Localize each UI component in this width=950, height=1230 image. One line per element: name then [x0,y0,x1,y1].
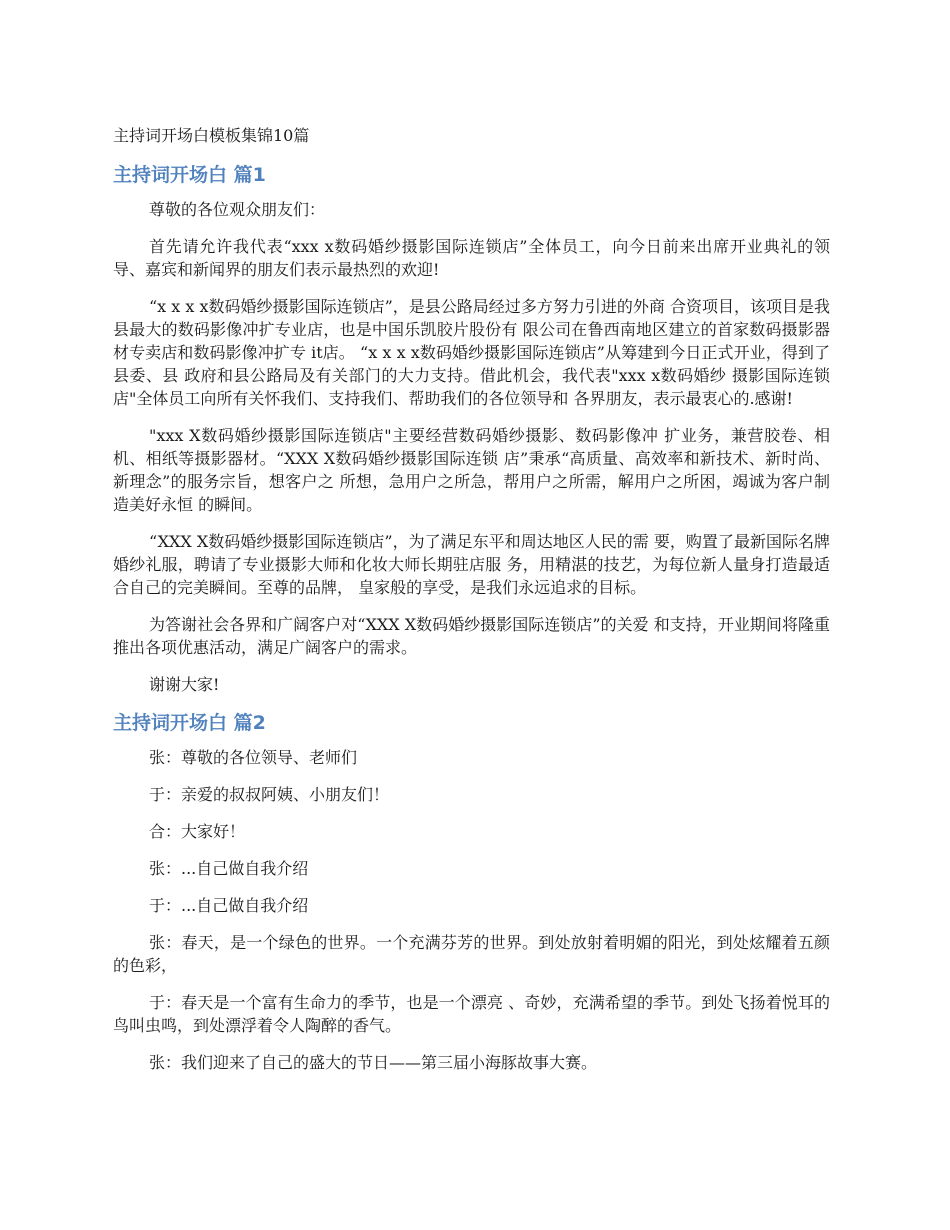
document-title: 主持词开场白模板集锦10篇 [113,126,310,145]
paragraph: 于：...自己做自我介绍 [149,896,309,915]
paragraph: 合：大家好！ [149,822,246,841]
paragraph: 张：...自己做自我介绍 [149,859,309,878]
paragraph: 张：我们迎来了自己的盛大的节日——第三届小海豚故事大赛。 [149,1053,598,1072]
paragraph: 张：尊敬的各位领导、老师们 [149,748,358,767]
paragraph: 于：春天是一个富有生命力的季节，也是一个漂亮 、奇妙，充满希望的季节。到处飞扬着悦耳的鸟叫虫鸣，到处漂浮着令人陶醉的香气。 [113,993,830,1035]
section-heading: 主持词开场白 篇2 [113,712,266,734]
paragraph: 谢谢大家! [149,675,220,694]
section-heading: 主持词开场白 篇1 [113,164,266,186]
paragraph: 尊敬的各位观众朋友们： [149,200,326,219]
section-1 [113,162,830,696]
paragraph: 张：春天，是一个绿色的世界。一个充满芬芳的世界。到处放射着明媚的阳光，到处炫耀着五颜的色彩， [113,933,830,975]
section-2 [113,710,830,1074]
paragraph: 为答谢社会各界和广阔客户对“XXX X数码婚纱摄影国际连锁店”的关爱 和支持，开业期间将隆重推出各项优惠活动，满足广阔客户的需求。 [113,615,830,657]
paragraph: 首先请允许我代表“xxx x数码婚纱摄影国际连锁店”全体员工，向今日前来出席开业典礼的领导、嘉宾和新闻界的朋友们表示最热烈的欢迎! [113,237,830,279]
paragraph: “x x x x数码婚纱摄影国际连锁店”，是县公路局经过多方努力引进的外商 合资项目，该项目是我县最大的数码影像冲扩专业店，也是中国乐凯胶片股份有 限公司在鲁西南地区建立的首家数码摄影器材专卖店和数码影像冲扩专 it店。 “x x x x数码婚纱摄影国际连锁店”从筹建到今日正式开业，得到了县委、县 政府和县公路局及有关部门的大力支持。借此机会，我代表"xxx x数码婚纱 摄影国际连锁店"全体员工向所有关怀我们、支持我们、帮助我们的各位领导和 各界朋友，表示最衷心的.感谢! [113,297,830,408]
paragraph: "xxx X数码婚纱摄影国际连锁店"主要经营数码婚纱摄影、数码影像冲 扩业务，兼营胶卷、相机、相纸等摄影器材。“XXX X数码婚纱摄影国际连锁 店”秉承“高质量、高效率和新技术、新时尚、新理念”的服务宗旨，想客户之 所想，急用户之所急，帮用户之所需，解用户之所困，竭诚为客户制造美好永恒 的瞬间。 [113,426,830,514]
paragraph: 于：亲爱的叔叔阿姨、小朋友们！ [149,785,390,804]
paragraph: “XXX X数码婚纱摄影国际连锁店”，为了满足东平和周达地区人民的需 要，购置了最新国际名牌婚纱礼服，聘请了专业摄影大师和化妆大师长期驻店服 务，用精湛的技艺，为每位新人量身打造最适合自己的完美瞬间。至尊的品牌， 皇家般的享受，是我们永远追求的目标。 [113,532,830,597]
